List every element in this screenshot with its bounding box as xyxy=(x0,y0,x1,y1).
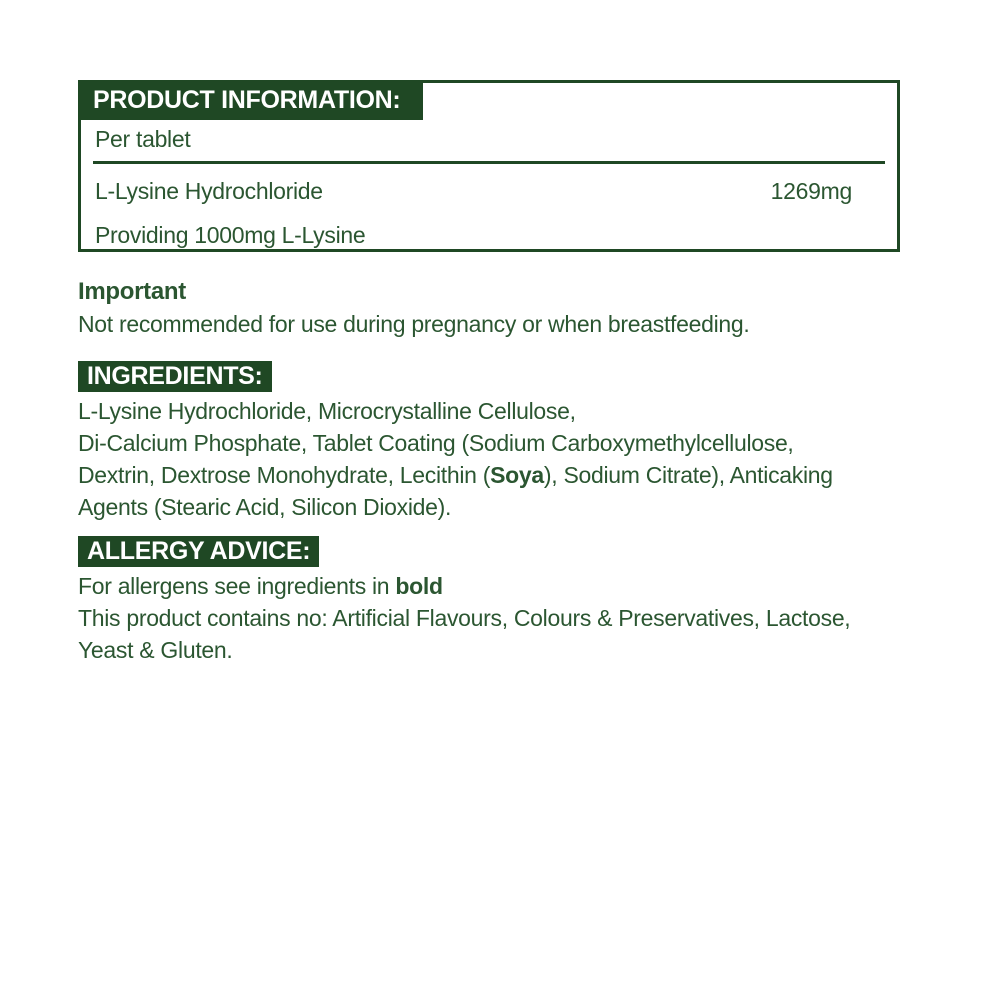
important-body-text: Not recommended for use during pregnancy or when breastfeeding. xyxy=(78,311,750,337)
allergy-line-3: Yeast & Gluten. xyxy=(78,637,233,663)
providing-statement: Providing 1000mg L-Lysine xyxy=(95,222,366,248)
serving-size-label: Per tablet xyxy=(95,126,191,152)
product-information-panel xyxy=(78,80,900,252)
allergy-bold-word: bold xyxy=(395,573,443,599)
ingredients-line-1: L-Lysine Hydrochloride, Microcrystalline Cellulose, xyxy=(78,398,576,424)
product-information-header-bar xyxy=(78,80,423,120)
nutrient-name: L-Lysine Hydrochloride xyxy=(95,178,323,204)
panel-divider-rule xyxy=(93,161,885,164)
allergen-soya: Soya xyxy=(490,462,544,488)
allergy-header-wrap xyxy=(78,536,938,567)
allergy-line-1-pre: For allergens see ingredients in xyxy=(78,573,396,599)
ingredients-line-2: Di-Calcium Phosphate, Tablet Coating (Sodium Carboxymethylcellulose, xyxy=(78,430,794,456)
product-information-body xyxy=(93,120,885,249)
nutrient-amount: 1269mg xyxy=(770,178,852,204)
ingredients-header-wrap xyxy=(78,361,938,392)
ingredients-line-4: Agents (Stearic Acid, Silicon Dioxide). xyxy=(78,494,452,520)
nutrient-row xyxy=(93,178,885,205)
important-heading: Important xyxy=(78,278,186,305)
ingredients-line-3-pre: Dextrin, Dextrose Monohydrate, Lecithin ( xyxy=(78,462,491,488)
ingredients-line-3 xyxy=(78,459,938,491)
label-sections xyxy=(78,276,938,666)
allergy-advice-heading: ALLERGY ADVICE: xyxy=(78,536,319,567)
product-information-title: PRODUCT INFORMATION: xyxy=(93,85,401,114)
ingredients-heading: INGREDIENTS: xyxy=(78,361,272,392)
ingredients-line-3-post: ), Sodium Citrate), Anticaking xyxy=(543,462,833,488)
allergy-line-2: This product contains no: Artificial Flavours, Colours & Preservatives, Lactose, xyxy=(78,605,851,631)
allergy-line-1 xyxy=(78,570,938,602)
